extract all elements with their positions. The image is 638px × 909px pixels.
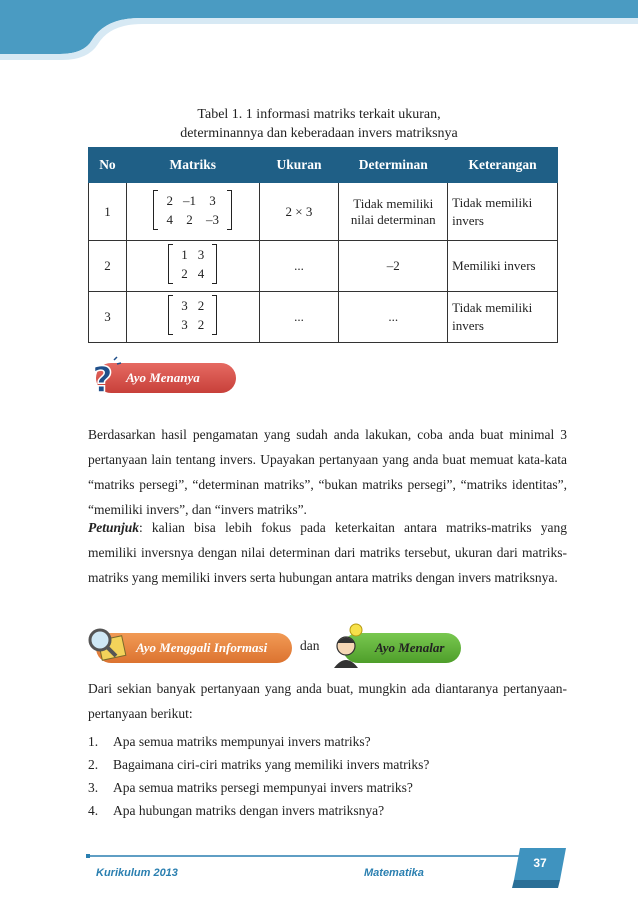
keterangan-cell — [448, 241, 558, 292]
matrix-entry: 2 — [186, 211, 193, 227]
row-number: 3 — [89, 292, 127, 343]
matrix-info-table — [88, 147, 558, 343]
question-list — [88, 730, 567, 822]
top-banner — [0, 0, 638, 72]
matrix-b — [168, 243, 217, 285]
list-item-number: 3. — [88, 780, 99, 795]
keterangan-line1: Memiliki invers — [452, 258, 536, 273]
determinan-cell — [339, 241, 448, 292]
petunjuk-paragraph — [88, 515, 567, 590]
petunjuk-label: Petunjuk — [88, 520, 140, 535]
matrix-entry: 2 — [197, 317, 205, 332]
determinan-line2: nilai determinan — [350, 211, 436, 227]
list-item-text: Apa hubungan matriks dengan invers matriksnya? — [113, 803, 385, 818]
table-caption-line1: Tabel 1. 1 informasi matriks terkait ukuran, — [197, 107, 441, 122]
list-item — [88, 776, 567, 799]
determinan-line1: Tidak memiliki — [353, 195, 434, 211]
table-row — [89, 241, 558, 292]
row-number: 1 — [89, 183, 127, 241]
matrix-entry: –3 — [205, 211, 219, 227]
row-number: 2 — [89, 241, 127, 292]
list-item-number: 4. — [88, 803, 99, 818]
ayo-menanya-label: Ayo Menanya — [126, 370, 200, 385]
header-no: No — [89, 148, 127, 183]
matrix-entry: 1 — [181, 247, 188, 262]
footer-subject: Matematika — [364, 867, 424, 879]
matrix-cell — [126, 292, 259, 343]
keterangan-line2: invers — [452, 318, 484, 333]
matrix-cell — [126, 241, 259, 292]
list-item — [88, 753, 567, 776]
page-number: 37 — [533, 856, 547, 870]
list-item — [88, 730, 567, 753]
header-keterangan: Keterangan — [448, 148, 558, 183]
determinan-line1: –2 — [386, 258, 400, 273]
header-determinan: Determinan — [339, 148, 448, 183]
table-header-row — [89, 148, 558, 183]
matrix-cell — [126, 183, 259, 241]
list-item-text: Apa semua matriks mempunyai invers matriks? — [113, 734, 371, 749]
determinan-cell: ... — [339, 292, 448, 343]
matrix-entry: 4 — [197, 266, 205, 281]
ukuran-cell: ... — [259, 241, 339, 292]
matrix-entry: 3 — [181, 317, 188, 332]
matrix-entry: 2 — [166, 192, 173, 208]
table-caption-line2: determinannya dan keberadaan invers matriksnya — [180, 126, 458, 141]
header-matriks: Matriks — [126, 148, 259, 183]
keterangan-line1: Tidak memiliki — [452, 194, 533, 210]
header-ukuran: Ukuran — [259, 148, 339, 183]
ukuran-cell: 2 × 3 — [259, 183, 339, 241]
ayo-menggali-label: Ayo Menggali Informasi — [136, 640, 268, 655]
matrix-entry: 4 — [166, 211, 173, 227]
list-item-number: 2. — [88, 757, 99, 772]
keterangan-cell — [448, 183, 558, 241]
keterangan-line2: invers — [452, 212, 484, 228]
footer-kurikulum: Kurikulum 2013 — [96, 867, 178, 879]
paragraph-instruksi: Berdasarkan hasil pengamatan yang sudah anda lakukan, coba anda buat minimal 3 pertanyaan lain tentang invers. Upayakan pertanyaan yang anda buat memuat kata-kata “matriks persegi”, “determinan matriks”, “bukan matriks persegi”, “matriks identitas”, “memiliki invers”, dan “invers matriks”. — [88, 427, 567, 517]
connector-dan: dan — [300, 638, 320, 653]
ukuran-cell: ... — [259, 292, 339, 343]
matrix-c — [168, 294, 217, 336]
determinan-cell — [339, 183, 448, 241]
svg-text:?: ? — [92, 360, 113, 398]
table-row — [89, 292, 558, 343]
matrix-entry: –1 — [182, 192, 196, 208]
table-row — [89, 183, 558, 241]
matrix-entry: 3 — [197, 247, 205, 262]
list-item-text: Apa semua matriks persegi mempunyai invers matriks? — [113, 780, 413, 795]
paragraph-pertanyaan: Dari sekian banyak pertanyaan yang anda buat, mungkin ada diantaranya pertanyaan-pertanyaan berikut: — [88, 681, 567, 721]
thinking-person-icon — [330, 622, 370, 668]
list-item — [88, 799, 567, 822]
list-item-number: 1. — [88, 734, 99, 749]
keterangan-line1: Tidak memiliki — [452, 300, 533, 315]
keterangan-cell — [448, 292, 558, 343]
matrix-entry: 3 — [181, 298, 188, 313]
magnifier-icon — [86, 624, 130, 664]
ayo-menalar-label: Ayo Menalar — [375, 640, 445, 655]
list-item-text: Bagaimana ciri-ciri matriks yang memiliki invers matriks? — [113, 757, 430, 772]
petunjuk-text: : kalian bisa lebih fokus pada keterkaitan antara matriks-matriks yang memiliki inversnya dengan nilai determinan dari matriks tersebut, ukuran dari matriks-matriks yang memiliki invers serta hubungan antara matriks dengan invers matriksnya. — [88, 520, 567, 585]
matrix-entry: 2 — [181, 266, 188, 281]
matrix-entry: 2 — [197, 298, 205, 313]
matrix-a — [153, 189, 232, 231]
question-mark-icon — [88, 356, 124, 398]
matrix-entry: 3 — [209, 192, 216, 208]
